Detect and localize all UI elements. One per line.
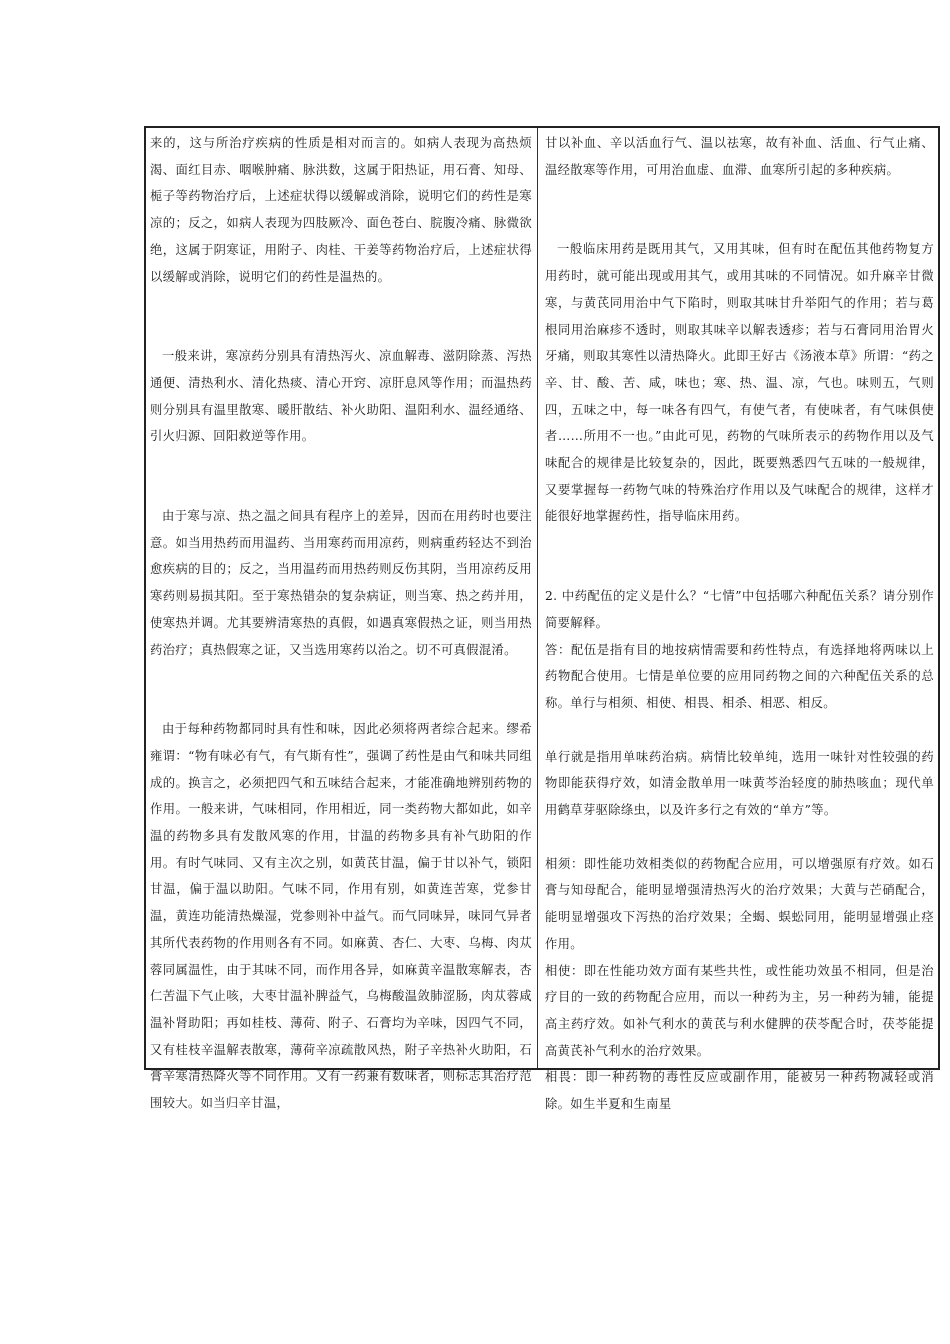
right-column [538,128,938,1112]
content-table [144,126,940,1112]
answer-paragraph: 相须：即性能功效相类似的药物配合应用，可以增强原有疗效。如石膏与知母配合，能明显增强清热泻火的治疗效果；大黄与芒硝配合，能明显增强攻下泻热的治疗效果；全蝎、蜈蚣同用，能明显增强止痉作用。 [545,856,934,951]
answer-paragraph: 相畏：即一种药物的毒性反应或副作用，能被另一种药物减轻或消除。如生半夏和生南星 [545,1070,934,1112]
paragraph-gap [150,290,532,343]
paragraph: 一般来讲，寒凉药分别具有清热泻火、凉血解毒、滋阴除蒸、泻热通便、清热利水、清化热痰、清心开窍、凉肝息风等作用；而温热药则分别具有温里散寒、暖肝散结、补火助阳、温阳利水、温经通络、引火归源、回阳救逆等作用。 [150,349,532,444]
answer-paragraph: 答：配伍是指有目的地按病情需要和药性特点，有选择地将两味以上药物配合使用。七情是单位要的应用同药物之间的六种配伍关系的总称。单行与相须、相使、相畏、相杀、相恶、相反。 [545,642,934,710]
paragraph: 由于寒与凉、热之温之间具有程序上的差异，因而在用药时也要注意。如当用热药而用温药、当用寒药而用凉药，则病重药轻达不到治愈疾病的目的；反之，当用温药而用热药则反伤其阴，当用凉药反用寒药则易损其阳。至于寒热错杂的复杂病证，则当寒、热之药并用，使寒热并调。尤其要辨清寒热的真假，如遇真寒假热之证，则当用热药治疗；真热假寒之证，又当选用寒药以治之。切不可真假混淆。 [150,509,532,657]
paragraph-gap [150,663,532,716]
paragraph: 来的，这与所治疗疾病的性质是相对而言的。如病人表现为高热烦渴、面红目赤、咽喉肿痛、脉洪数，这属于阳热证，用石膏、知母、栀子等药物治疗后，上述症状得以缓解或消除，说明它们的药性是寒凉的；反之，如病人表现为四肢厥冷、面色苍白、脘腹冷痛、脉微欲绝，这属于阴寒证，用附子、肉桂、干姜等药物治疗后，上述症状得以缓解或消除，说明它们的药性是温热的。 [150,136,532,284]
answer-paragraph: 相使：即在性能功效方面有某些共性，或性能功效虽不相同，但是治疗目的一致的药物配合应用，而以一种药为主，另一种药为辅，能提高主药疗效。如补气利水的黄芪与利水健脾的茯苓配合时，茯苓能提高黄芪补气利水的治疗效果。 [545,963,934,1058]
paragraph: 由于每种药物都同时具有性和味，因此必须将两者综合起来。缪希雍谓：“物有味必有气，有气斯有性”，强调了药性是由气和味共同组成的。换言之，必须把四气和五味结合起来，才能准确地辨别药物的作用。一般来讲，气味相同，作用相近，同一类药物大都如此，如辛温的药物多具有发散风寒的作用，甘温的药物多具有补气助阳的作用。有时气味同、又有主次之别，如黄芪甘温，偏于甘以补气，锁阳甘温，偏于温以助阳。气味不同，作用有别，如黄连苦寒，党参甘温，黄连功能清热燥湿，党参则补中益气。而气同味异，味同气异者其所代表药物的作用则各有不同。如麻黄、杏仁、大枣、乌梅、肉苁蓉同属温性，由于其味不同，而作用各异，如麻黄辛温散寒解表，杏仁苦温下气止咳，大枣甘温补脾益气，乌梅酸温敛肺涩肠，肉苁蓉咸温补肾助阳；再如桂枝、薄荷、附子、石膏均为辛味，因四气不同，又有桂枝辛温解表散寒，薄荷辛凉疏散风热，附子辛热补火助阳，石膏辛寒清热降火等不同作用。又有一药兼有数味者，则标志其治疗范围较大。如当归辛甘温， [150,722,532,1111]
question-heading: 2. 中药配伍的定义是什么？“七情”中包括哪六种配伍关系？请分别作简要解释。 [545,589,934,630]
paragraph: 一般临床用药是既用其气，又用其味，但有时在配伍其他药物复方用药时，就可能出现或用其气，或用其味的不同情况。如升麻辛甘微寒，与黄芪同用治中气下陷时，则取其味甘升举阳气的作用；若与葛根同用治麻疹不透时，则取其味辛以解表透疹；若与石膏同用治胃火牙痛，则取其寒性以清热降火。此即王好古《汤液本草》所谓：“药之辛、甘、酸、苦、咸，味也；寒、热、温、凉，气也。味则五，气则四，五味之中，每一味各有四气，有使气者，有使味者，有气味俱使者……所用不一也。”由此可见，药物的气味所表示的药物作用以及气味配合的规律是比较复杂的，因此，既要熟悉四气五味的一般规律，又要掌握每一药物气味的特殊治疗作用以及气味配合的规律，这样才能很好地掌握药性，指导临床用药。 [545,242,934,524]
paragraph: 甘以补血、辛以活血行气、温以祛寒，故有补血、活血、行气止痛、温经散寒等作用，可用治血虚、血滞、血寒所引起的多种疾病。 [545,136,934,177]
paragraph-gap [545,717,934,744]
paragraph-gap [545,824,934,851]
paragraph-gap [545,183,934,236]
left-column [146,128,538,1111]
paragraph-gap [150,450,532,503]
paragraph-gap [545,530,934,583]
answer-paragraph: 单行就是指用单味药治病。病情比较单纯，选用一味针对性较强的药物即能获得疗效，如清金散单用一味黄芩治轻度的肺热咳血；现代单用鹤草芽驱除绦虫，以及许多行之有效的“单方”等。 [545,749,934,818]
